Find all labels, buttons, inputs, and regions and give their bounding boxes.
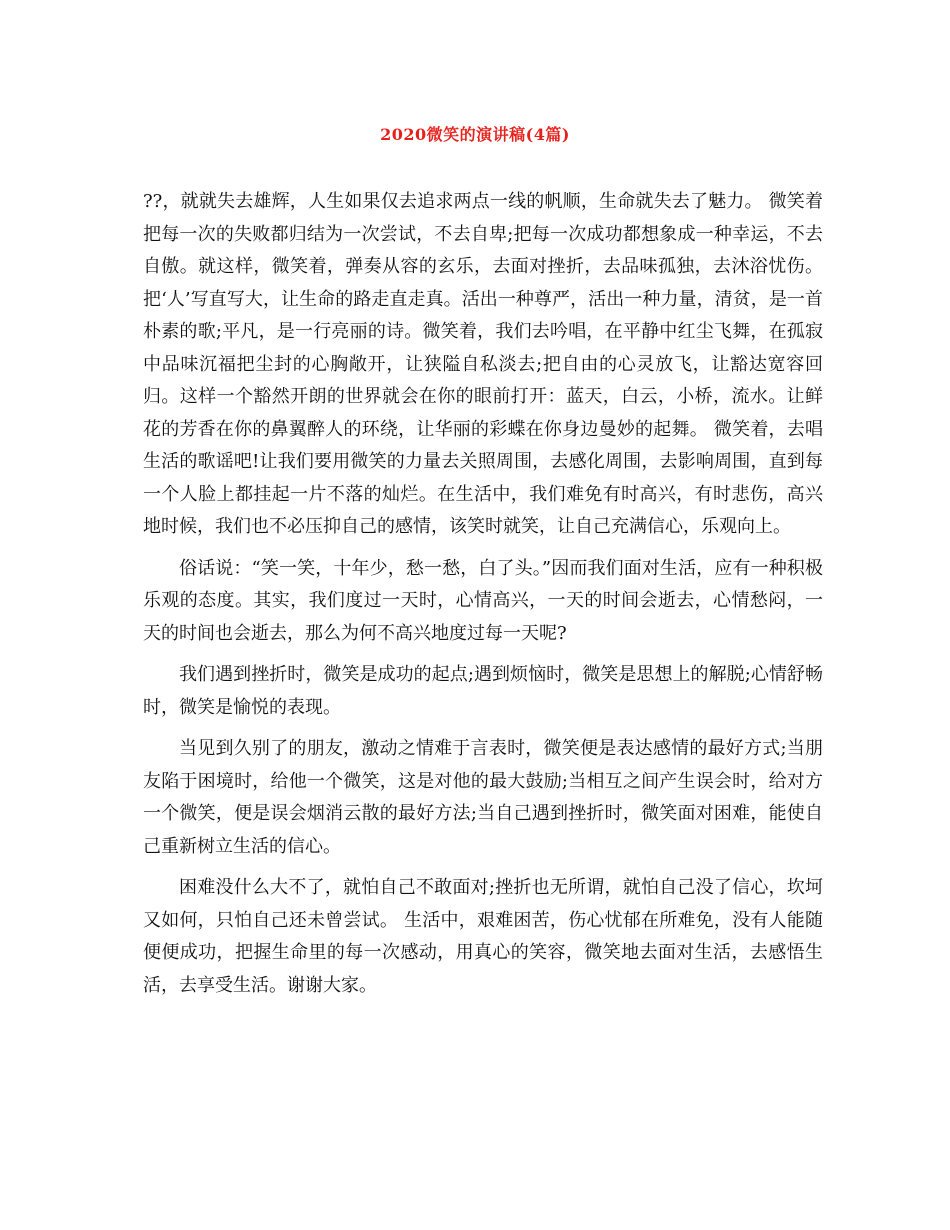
paragraph-3: 我们遇到挫折时，微笑是成功的起点;遇到烦恼时，微笑是思想上的解脱;心情舒畅时，微笑是愉悦的表现。 [143,664,823,718]
document-body [143,186,823,1011]
document-title: 2020微笑的演讲稿(4篇) [380,125,570,144]
paragraph-1: ??，就就失去雄辉，人生如果仅去追求两点一线的帆顺，生命就失去了魅力。 微笑着把每一次的失败都归结为一次尝试，不去自卑;把每一次成功都想象成一种幸运，不去自傲。就这样，微笑着，弹奏从容的玄乐，去面对挫折，去品味孤独，去沐浴忧伤。把‘人’写直写大，让生命的路走直走真。活出一种尊严，活出一种力量，清贫，是一首朴素的歌;平凡，是一行亮丽的诗。微笑着，我们去吟唱，在平静中红尘飞舞，在孤寂中品味沉福把尘封的心胸敞开，让狭隘自私淡去;把自由的心灵放飞，让豁达宽容回归。这样一个豁然开朗的世界就会在你的眼前打开：蓝天，白云，小桥，流水。让鲜花的芳香在你的鼻翼醉人的环绕，让华丽的彩蝶在你身边曼妙的起舞。 微笑着，去唱生活的歌谣吧!让我们要用微笑的力量去关照周围，去感化周围，去影响周围，直到每一个人脸上都挂起一片不落的灿烂。在生活中，我们难免有时高兴，有时悲伤，高兴地时候，我们也不必压抑自己的感情，该笑时就笑，让自己充满信心，乐观向上。 [143,191,823,537]
paragraph-2: 俗话说：“笑一笑，十年少，愁一愁，白了头。”因而我们面对生活，应有一种积极乐观的态度。其实，我们度过一天时，心情高兴，一天的时间会逝去，心情愁闷，一天的时间也会逝去，那么为何不高兴地度过每一天呢? [143,557,823,644]
paragraph-4: 当见到久别了的朋友，激动之情难于言表时，微笑便是表达感情的最好方式;当朋友陷于困境时，给他一个微笑，这是对他的最大鼓励;当相互之间产生误会时，给对方一个微笑，便是误会烟消云散的最好方法;当自己遇到挫折时，微笑面对困难，能使自己重新树立生活的信心。 [143,738,823,857]
paragraph-5: 困难没什么大不了，就怕自己不敢面对;挫折也无所谓，就怕自己没了信心，坎坷又如何，只怕自己还未曾尝试。 生活中，艰难困苦，伤心忧郁在所难免，没有人能随便便成功，把握生命里的每一次感动，用真心的笑容，微笑地去面对生活，去感悟生活，去享受生活。谢谢大家。 [143,877,823,996]
